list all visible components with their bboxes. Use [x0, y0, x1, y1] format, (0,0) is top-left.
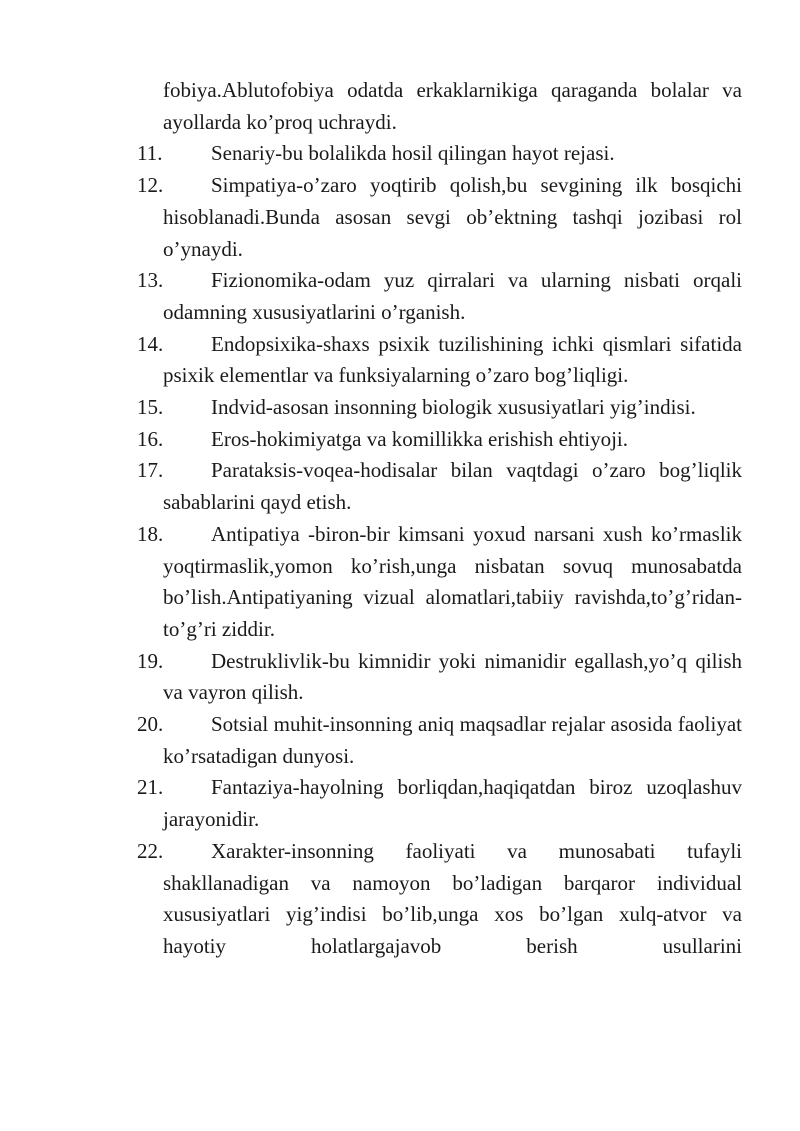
list-item	[137, 329, 742, 392]
item-number: 21.	[137, 775, 164, 800]
item-number: 20.	[137, 712, 164, 737]
list-item	[137, 519, 742, 646]
item-text: Antipatiya -biron-bir kimsani yoxud narsani xush ko’rmaslik yoqtirmaslik,yomon ko’rish,unga nisbatan sovuq munosabatda bo’lish.Antipatiyaning vizual alomatlari,tabiiy ravishda,to’g’ridan-to’g’ri ziddir.	[163, 521, 742, 641]
item-text: Fizionomika-odam yuz qirralari va ularning nisbati orqali odamning xususiyatlarini o’rganish.	[163, 268, 742, 324]
list-item	[137, 772, 742, 835]
item-number: 17.	[137, 458, 164, 483]
item-number: 16.	[137, 426, 164, 451]
item-number: 13.	[137, 268, 164, 293]
list-item	[137, 836, 742, 963]
list-item	[137, 265, 742, 328]
numbered-items	[137, 138, 742, 962]
item-number: 11.	[137, 141, 163, 166]
list-item	[137, 709, 742, 772]
item-text: Sotsial muhit-insonning aniq maqsadlar rejalar asosida faoliyat ko’rsatadigan dunyosi.	[163, 712, 742, 768]
item-text: Fantaziya-hayolning borliqdan,haqiqatdan biroz uzoqlashuv jarayonidir.	[163, 775, 742, 832]
item-number: 15.	[137, 395, 164, 420]
list-item	[137, 424, 742, 456]
intro-continuation: fobiya.Ablutofobiya odatda erkaklarnikiga qaraganda bolalar va ayollarda ko’proq uchraydi.	[163, 78, 742, 134]
list-item	[137, 646, 742, 709]
definitions-list	[137, 75, 742, 963]
list-item	[137, 392, 742, 424]
item-text: Indvid-asosan insonning biologik xususiyatlari yig’indisi.	[211, 395, 696, 420]
item-text: Destruklivlik-bu kimnidir yoki nimanidir egallash,yo’q qilish va vayron qilish.	[163, 648, 742, 705]
item-text: Endopsixika-shaxs psixik tuzilishining ichki qismlari sifatida psixik elementlar va funksiyalarning o’zaro bog’liqligi.	[163, 331, 742, 388]
item-number: 18.	[137, 521, 164, 546]
item-text: Xarakter-insonning faoliyati va munosabati tufayli shakllanadigan va namoyon bo’ladigan barqaror individual xususiyatlari yig’indisi bo’lib,unga xos bo’lgan xulq-atvor va hayotiy holatlargajavob berish usullarini	[163, 838, 742, 958]
item-number: 14.	[137, 331, 164, 356]
item-number: 19.	[137, 648, 164, 673]
item-text: Senariy-bu bolalikda hosil qilingan hayot rejasi.	[211, 141, 615, 166]
item-number: 12.	[137, 173, 164, 198]
item-number: 22.	[137, 838, 164, 863]
item-text: Eros-hokimiyatga va komillikka erishish ehtiyoji.	[211, 426, 629, 451]
list-item	[137, 138, 742, 170]
item-text: Parataksis-voqea-hodisalar bilan vaqtdagi o’zaro bog’liqlik sabablarini qayd etish.	[163, 458, 742, 515]
list-item	[137, 455, 742, 518]
list-item	[137, 170, 742, 265]
item-text: Simpatiya-o’zaro yoqtirib qolish,bu sevgining ilk bosqichi hisoblanadi.Bunda asosan sevgi ob’ektning tashqi jozibasi rol o’ynaydi.	[163, 173, 742, 261]
